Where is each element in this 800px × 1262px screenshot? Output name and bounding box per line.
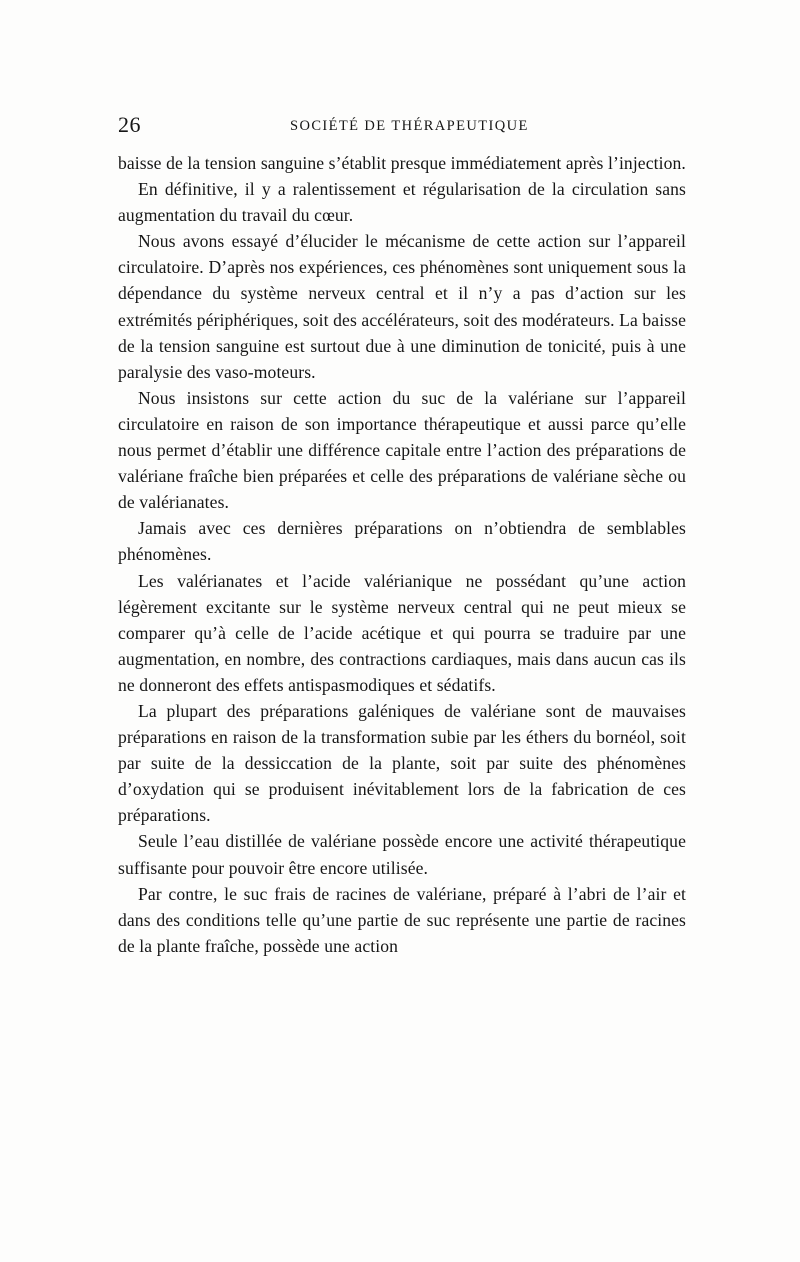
paragraph: La plupart des préparations galéniques de valériane sont de mauvaises préparations en raison de la transformation subie par les éthers du bornéol, soit par suite de la dessiccation de la plante, soit par suite des phénomènes d’oxydation qui se produisent inévitablement lors de la fabrication de ces préparations. bbox=[118, 700, 686, 826]
paragraph-continuation: baisse de la tension sanguine s’établit presque immédiatement après l’injection. bbox=[118, 153, 686, 173]
paragraph: Les valérianates et l’acide valérianique ne possédant qu’une action légèrement excitante sur le système nerveux central qui ne peut mieux se comparer qu’à celle de l’acide acétique et qui pourra se traduire par une augmentation, en nombre, des contractions cardiaques, mais dans aucun cas ils ne donneront des effets antispasmodiques et sédatifs. bbox=[118, 570, 686, 695]
body-text bbox=[118, 150, 686, 959]
running-title: SOCIÉTÉ DE THÉRAPEUTIQUE bbox=[290, 118, 529, 134]
paragraph: En définitive, il y a ralentissement et régularisation de la circulation sans augmentation du travail du cœur. bbox=[118, 179, 686, 226]
paragraph: Seule l’eau distillée de valériane possède encore une activité thérapeutique suffisante pour pouvoir être encore utilisée. bbox=[118, 831, 686, 878]
running-head bbox=[118, 112, 688, 142]
paragraph: Jamais avec ces dernières préparations on n’obtiendra de semblables phénomènes. bbox=[118, 518, 686, 565]
paragraph: Par contre, le suc frais de racines de valériane, préparé à l’abri de l’air et dans des conditions telle qu’une partie de suc représente une partie de racines de la plante fraîche, possède une action bbox=[118, 883, 686, 956]
paragraph: Nous avons essayé d’élucider le mécanisme de cette action sur l’appareil circulatoire. D’après nos expériences, ces phénomènes sont uniquement sous la dépendance du système nerveux central et il n’y a pas d’action sur les extrémités périphériques, soit des accélérateurs, soit des modérateurs. La baisse de la tension sanguine est surtout due à une diminution de tonicité, puis à une paralysie des vaso-moteurs. bbox=[118, 231, 686, 382]
page-number: 26 bbox=[118, 112, 141, 137]
paragraph: Nous insistons sur cette action du suc de la valériane sur l’appareil circulatoire en raison de son importance thérapeutique et aussi parce qu’elle nous permet d’établir une différence capitale entre l’action des préparations de valériane fraîche bien préparées et celle des préparations de valériane sèche ou de valérianates. bbox=[118, 387, 686, 513]
